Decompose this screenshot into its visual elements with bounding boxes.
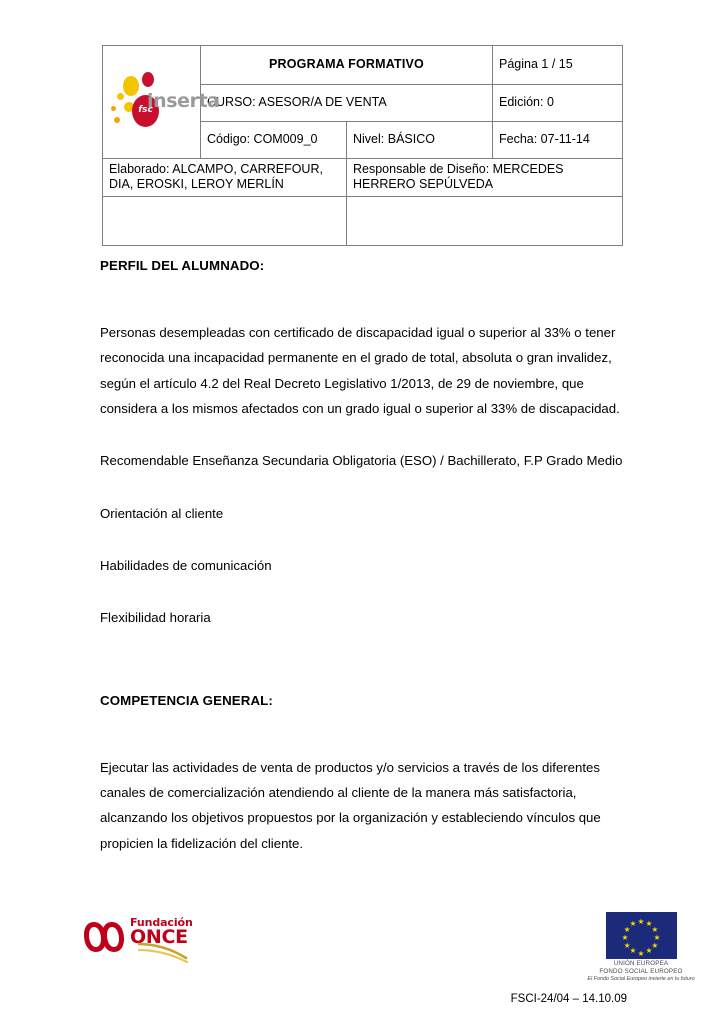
eu-star: ★ bbox=[637, 916, 645, 926]
once-once-label: ONCE bbox=[130, 926, 188, 948]
once-swoosh-icon bbox=[138, 941, 190, 963]
eu-star: ★ bbox=[645, 918, 653, 928]
eu-caption-union-europea: UNIÓN EUROPEA bbox=[613, 960, 669, 967]
requisito-orientacion-cliente: Orientación al cliente bbox=[100, 505, 224, 521]
table-row bbox=[103, 46, 623, 85]
eu-caption-tagline: El Fondo Social Europeo invierte en tu futuro bbox=[587, 976, 695, 983]
spacer bbox=[100, 578, 624, 605]
requisito-estudios: Recomendable Enseñanza Secundaria Obligatoria (ESO) / Bachillerato, F.P Grado Medio bbox=[100, 453, 623, 469]
logo-dot-small-orange-2 bbox=[114, 117, 120, 123]
eu-star: ★ bbox=[623, 940, 631, 950]
union-europea-fse-logo bbox=[585, 912, 697, 982]
eu-caption-fondo-social: FONDO SOCIAL EUROPEO bbox=[599, 968, 683, 976]
once-mark-icon bbox=[82, 918, 130, 958]
programa-formativo-title: PROGRAMA FORMATIVO bbox=[201, 46, 493, 85]
competencia-general-heading: COMPETENCIA GENERAL: bbox=[100, 692, 273, 708]
eu-flag-icon bbox=[606, 912, 677, 959]
eu-star: ★ bbox=[651, 940, 659, 950]
eu-star: ★ bbox=[629, 946, 637, 956]
spacer bbox=[100, 273, 624, 320]
document-header-table bbox=[102, 45, 623, 246]
eu-star: ★ bbox=[645, 946, 653, 956]
spacer bbox=[100, 421, 624, 448]
perfil-alumnado-heading: PERFIL DEL ALUMNADO: bbox=[100, 258, 265, 273]
logo-dot-large-yellow bbox=[123, 76, 139, 96]
once-fundacion-label: Fundación bbox=[130, 916, 193, 929]
logo-dot-small-yellow-1 bbox=[117, 93, 124, 100]
blank-cell-left bbox=[103, 196, 347, 245]
competencia-general-paragraph: Ejecutar las actividades de venta de productos y/o servicios a través de los diferentes canales de comercialización atendiendo al cliente de la manera más satisfactoria, alcanzando los objetivos propuestos por la organización y estableciendo vínculos que propicien la fidelización del cliente. bbox=[100, 759, 601, 851]
fecha-cell: Fecha: 07-11-14 bbox=[493, 122, 623, 159]
logo-dot-red-top bbox=[142, 72, 154, 87]
eu-star: ★ bbox=[621, 932, 629, 942]
codigo-cell: Código: COM009_0 bbox=[201, 122, 347, 159]
document-body bbox=[100, 258, 624, 856]
spacer bbox=[100, 474, 624, 501]
requisito-flexibilidad-horaria: Flexibilidad horaria bbox=[100, 610, 211, 626]
edicion-cell: Edición: 0 bbox=[493, 85, 623, 122]
eu-star: ★ bbox=[629, 918, 637, 928]
eu-star: ★ bbox=[623, 924, 631, 934]
inserta-wordmark: inserta bbox=[147, 90, 220, 112]
logo-dot-small-orange-1 bbox=[111, 106, 116, 111]
table-row bbox=[103, 196, 623, 245]
spacer bbox=[100, 708, 624, 755]
table-row bbox=[103, 159, 623, 197]
spacer bbox=[100, 631, 624, 693]
eu-star: ★ bbox=[651, 924, 659, 934]
spacer bbox=[100, 526, 624, 553]
document-code-footer: FSCI-24/04 – 14.10.09 bbox=[510, 993, 627, 1005]
eu-star: ★ bbox=[637, 948, 645, 958]
eu-star: ★ bbox=[653, 932, 661, 942]
requisito-habilidades-comunicacion: Habilidades de comunicación bbox=[100, 558, 272, 574]
elaborado-cell: Elaborado: ALCAMPO, CARREFOUR, DIA, EROSKI, LEROY MERLÍN bbox=[103, 159, 347, 197]
inserta-logo bbox=[103, 54, 220, 150]
fsc-mark-label: fsc bbox=[138, 105, 153, 115]
fundacion-once-logo bbox=[82, 916, 193, 964]
nivel-cell: Nivel: BÁSICO bbox=[347, 122, 493, 159]
responsable-diseno-cell: Responsable de Diseño: MERCEDES HERRERO SEPÚLVEDA bbox=[347, 159, 623, 197]
pagina-cell: Página 1 / 15 bbox=[493, 46, 623, 85]
perfil-alumnado-paragraph: Personas desempleadas con certificado de discapacidad igual o superior al 33% o tener reconocida una incapacidad permanente en el grado de total, absoluta o gran invalidez, según el artículo 4.2 del Real Decreto Legislativo 1/2013, de 29 de noviembre, que considera a los mismos afectados con un grado igual o superior al 33% de discapacidad. bbox=[100, 325, 620, 417]
curso-cell: CURSO: ASESOR/A DE VENTA bbox=[201, 85, 493, 122]
blank-cell-right bbox=[347, 196, 623, 245]
inserta-logo-cell bbox=[103, 46, 220, 159]
